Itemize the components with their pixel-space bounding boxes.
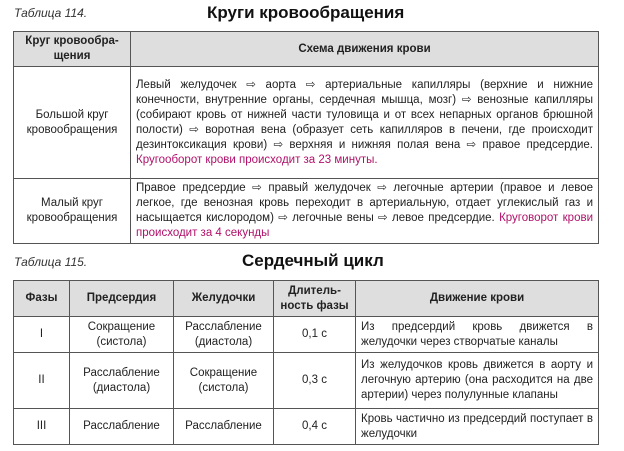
cycle-time-note: Круговорот крови происходит за 4 секунды xyxy=(136,212,594,239)
phase-duration: 0,4 с xyxy=(274,409,356,445)
circulation-table xyxy=(13,31,599,244)
blood-movement: Из желудочков кровь движется в аорту и легочную артерию (она расходится на две артерии) через полулунные клапаны xyxy=(356,353,599,409)
atria-state: Расслабление xyxy=(70,409,174,445)
header-duration: Длитель-ность фазы xyxy=(274,281,356,317)
circle-name: Большой круг кровообращения xyxy=(14,67,131,179)
table-115-title: Сердечный цикл xyxy=(242,251,384,270)
table-114-label: Таблица 114. xyxy=(14,6,88,20)
blood-movement: Кровь частично из предсердий поступает в желудочки xyxy=(356,409,599,445)
phase-number: II xyxy=(14,353,70,409)
ventricles-state: Расслабление (диастола) xyxy=(174,317,274,353)
header-scheme: Схема движения крови xyxy=(131,32,599,67)
table-115-label: Таблица 115. xyxy=(14,255,88,269)
header-atria: Предсердия xyxy=(70,281,174,317)
header-ventricles: Желудочки xyxy=(174,281,274,317)
header-circle: Круг кровообра-щения xyxy=(14,32,131,67)
phase-number: I xyxy=(14,317,70,353)
scheme-text: Левый желудочек ⇨ аорта ⇨ артериальные капилляры (верхние и нижние конечности, внутренние органы, сердечная мышца, мозг) ⇨ венозные капилляры (собирают кровь от нижней части туловища и от всех непарных органов брюшной полости) ⇨ воротная вена (образует сеть капилляров в печени, где происходит дезинтоксикация крови) ⇨ верхняя и нижняя полая вена ⇨ правое предсердие. xyxy=(136,78,593,151)
table-row xyxy=(14,409,599,445)
cardiac-cycle-table xyxy=(13,280,599,445)
phase-duration: 0,1 с xyxy=(274,317,356,353)
header-movement: Движение крови xyxy=(356,281,599,317)
phase-duration: 0,3 с xyxy=(274,353,356,409)
circulation-scheme xyxy=(131,67,599,179)
table-row xyxy=(14,67,599,179)
circulation-scheme xyxy=(131,179,599,244)
ventricles-state: Расслабление xyxy=(174,409,274,445)
blood-movement: Из предсердий кровь движется в желудочки через створчатые каналы xyxy=(356,317,599,353)
table-row xyxy=(14,179,599,244)
atria-state: Сокращение (систола) xyxy=(70,317,174,353)
cycle-time-note: Кругооборот крови происходит за 23 минуты. xyxy=(136,153,378,166)
scheme-text: Правое предсердие ⇨ правый желудочек ⇨ легочные артерии (правое и левое легкое, где венозная кровь переходит в артериальную, отдает углекислый газ и насыщается кислородом) ⇨ легочные вены ⇨ левое предсердие. xyxy=(136,182,593,224)
ventricles-state: Сокращение (систола) xyxy=(174,353,274,409)
circle-name: Малый круг кровообращения xyxy=(14,179,131,244)
table-row xyxy=(14,317,599,353)
header-phase: Фазы xyxy=(14,281,70,317)
table-114-title: Круги кровообращения xyxy=(207,3,405,22)
table-row xyxy=(14,353,599,409)
atria-state: Расслабление (диастола) xyxy=(70,353,174,409)
phase-number: III xyxy=(14,409,70,445)
